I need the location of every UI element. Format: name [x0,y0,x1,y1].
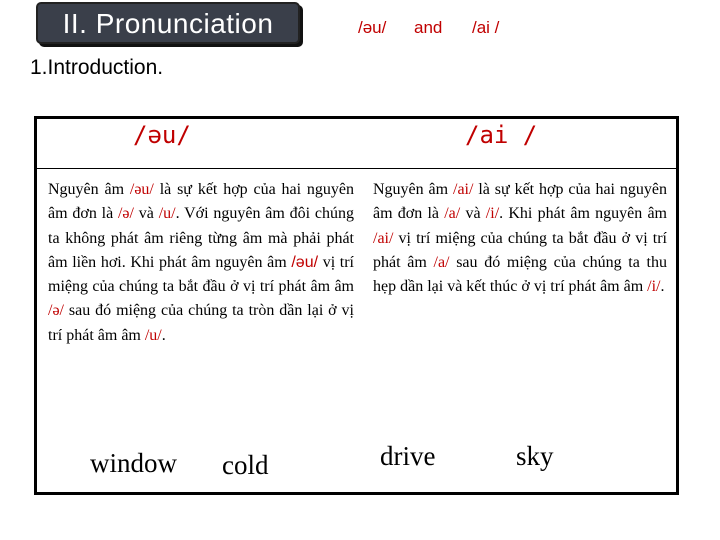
subtitle-phoneme-2: /ai / [472,18,500,37]
left-description: Nguyên âm /əu/ là sự kết hợp của hai nguyên âm đơn là /ə/ và /u/. Với nguyên âm đôi chúng ta không phát âm riêng từng âm mà phải phát âm liền hơi. Khi phát âm nguyên âm /əu/ vị trí miệng của chúng ta bắt đầu ở vị trí phát âm âm /ə/ sau đó miệng của chúng ta tròn dần lại ở vị trí phát âm âm /u/. [48,181,355,344]
right-column-heading: /ai / [465,121,538,149]
example-word-window: window [90,448,177,478]
subtitle-phoneme-1: /əu/ [358,18,387,37]
intro-heading: 1.Introduction. [30,56,164,79]
left-column-heading: /əu/ [133,121,191,149]
table-header-divider [34,119,679,169]
example-word-sky: sky [516,441,554,471]
example-word-cold: cold [222,450,269,480]
right-description: Nguyên âm /ai/ là sự kết hợp của hai nguyên âm đơn là /a/ và /i/. Khi phát âm nguyên âm /ai/ vị trí miệng của chúng ta bắt đầu ở vị trí phát âm /a/ sau đó miệng của chúng ta thu hẹp dần lại và kết thúc ở vị trí phát âm âm /i/. [373,181,668,296]
example-word-drive: drive [380,441,436,471]
section-title-box [36,2,300,44]
subtitle-and: and [414,18,443,37]
section-title: II. Pronunciation [62,8,274,39]
